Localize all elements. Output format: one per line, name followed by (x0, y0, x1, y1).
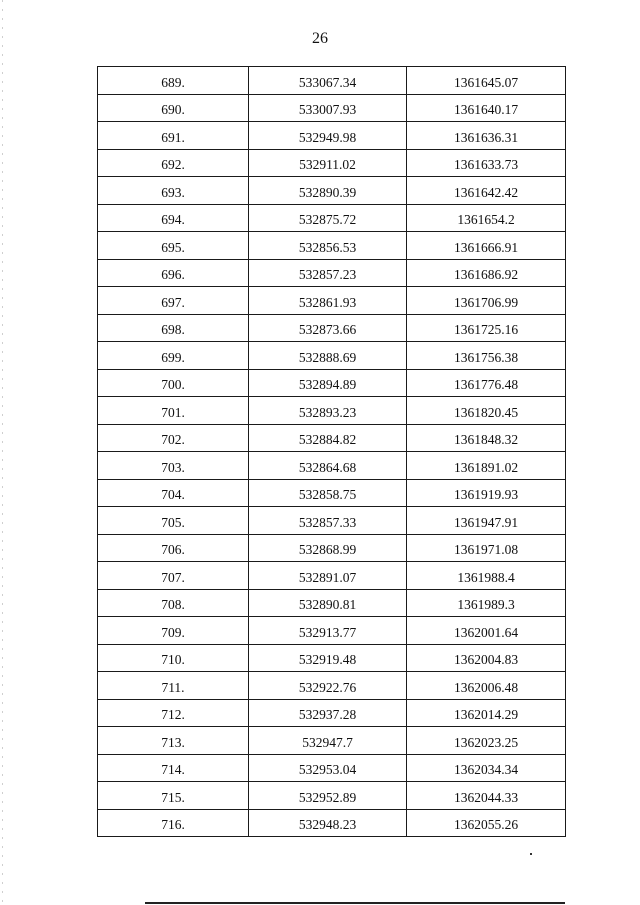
x-coordinate-cell (249, 94, 407, 122)
y-coordinate-cell (407, 534, 566, 562)
x-coordinate-cell (249, 149, 407, 177)
point-number-cell-text: 705. (161, 514, 185, 530)
y-coordinate-cell (407, 232, 566, 260)
y-coordinate-cell (407, 67, 566, 95)
table-row (98, 479, 566, 507)
y-coordinate-cell-text: 1361919.93 (453, 487, 519, 502)
x-coordinate-cell (249, 177, 407, 205)
point-number-cell (98, 314, 249, 342)
point-number-cell-text: 690. (161, 102, 185, 117)
y-coordinate-cell-text: 1362044.33 (453, 789, 519, 805)
point-number-cell (98, 67, 249, 95)
y-coordinate-cell (407, 754, 566, 782)
point-number-cell (98, 232, 249, 260)
point-number-cell-text: 696. (161, 267, 185, 282)
y-coordinate-cell (407, 149, 566, 177)
point-number-cell-text: 698. (161, 322, 185, 337)
point-number-cell (98, 177, 249, 205)
point-number-cell-text: 697. (161, 294, 185, 310)
y-coordinate-cell (407, 342, 566, 370)
point-number-cell-text: 711. (161, 679, 185, 695)
table-row (98, 342, 566, 370)
table-row (98, 534, 566, 562)
table-row (98, 452, 566, 480)
x-coordinate-cell (249, 259, 407, 287)
y-coordinate-cell-text: 1361989.3 (457, 597, 515, 612)
x-coordinate-cell (249, 67, 407, 95)
y-coordinate-cell (407, 259, 566, 287)
point-number-cell-text: 709. (161, 624, 185, 640)
point-number-cell (98, 259, 249, 287)
x-coordinate-cell-text: 532894.89 (298, 377, 357, 392)
x-coordinate-cell-text: 532858.75 (298, 487, 357, 502)
table-row (98, 94, 566, 122)
y-coordinate-cell-text: 1361706.99 (453, 294, 519, 310)
y-coordinate-cell (407, 287, 566, 315)
point-number-cell (98, 727, 249, 755)
x-coordinate-cell-text: 532888.69 (298, 349, 357, 365)
point-number-cell-text: 692. (161, 157, 185, 172)
point-number-cell (98, 369, 249, 397)
y-coordinate-cell (407, 644, 566, 672)
table-row (98, 369, 566, 397)
x-coordinate-cell (249, 507, 407, 535)
y-coordinate-cell-text: 1362001.64 (453, 624, 519, 640)
point-number-cell-text: 704. (161, 487, 185, 502)
table-row (98, 177, 566, 205)
y-coordinate-cell (407, 204, 566, 232)
y-coordinate-cell-text: 1362023.25 (453, 734, 519, 750)
y-coordinate-cell-text: 1361891.02 (453, 459, 519, 475)
table-row (98, 424, 566, 452)
point-number-cell (98, 809, 249, 837)
y-coordinate-cell-text: 1361640.17 (453, 102, 519, 117)
x-coordinate-cell-text: 532922.76 (298, 679, 357, 695)
x-coordinate-cell-text: 532864.68 (298, 459, 357, 475)
point-number-cell-text: 694. (161, 212, 185, 227)
point-number-cell (98, 342, 249, 370)
point-number-cell-text: 700. (161, 377, 185, 392)
x-coordinate-cell (249, 809, 407, 837)
table-row (98, 397, 566, 425)
y-coordinate-cell (407, 672, 566, 700)
table-row (98, 259, 566, 287)
point-number-cell (98, 617, 249, 645)
x-coordinate-cell-text: 532948.23 (298, 817, 357, 832)
x-coordinate-cell-text: 532857.23 (298, 267, 357, 282)
x-coordinate-cell-text: 532919.48 (298, 652, 357, 667)
x-coordinate-cell-text: 532891.07 (298, 569, 357, 585)
y-coordinate-cell (407, 397, 566, 425)
point-number-cell (98, 479, 249, 507)
x-coordinate-cell-text: 532873.66 (298, 322, 357, 337)
x-coordinate-cell-text: 532861.93 (298, 294, 357, 310)
point-number-cell-text: 708. (161, 597, 185, 612)
x-coordinate-cell-text: 532890.81 (298, 597, 357, 612)
x-coordinate-cell (249, 452, 407, 480)
table-row (98, 67, 566, 95)
point-number-cell (98, 644, 249, 672)
y-coordinate-cell (407, 479, 566, 507)
x-coordinate-cell (249, 754, 407, 782)
x-coordinate-cell (249, 672, 407, 700)
y-coordinate-cell (407, 94, 566, 122)
y-coordinate-cell (407, 589, 566, 617)
point-number-cell-text: 699. (161, 349, 185, 365)
point-number-cell-text: 714. (161, 762, 185, 777)
x-coordinate-cell-text: 532884.82 (298, 432, 357, 447)
y-coordinate-cell (407, 424, 566, 452)
y-coordinate-cell-text: 1361988.4 (457, 569, 515, 585)
x-coordinate-cell-text: 532857.33 (298, 514, 357, 530)
y-coordinate-cell-text: 1361756.38 (453, 349, 519, 365)
point-number-cell (98, 452, 249, 480)
y-coordinate-cell (407, 452, 566, 480)
x-coordinate-cell-text: 532868.99 (298, 542, 357, 557)
point-number-cell-text: 707. (161, 569, 185, 585)
x-coordinate-cell (249, 534, 407, 562)
y-coordinate-cell-text: 1361686.92 (453, 267, 519, 282)
point-number-cell (98, 424, 249, 452)
x-coordinate-cell (249, 342, 407, 370)
x-coordinate-cell (249, 699, 407, 727)
y-coordinate-cell-text: 1361776.48 (453, 377, 519, 392)
table-row (98, 122, 566, 150)
point-number-cell-text: 713. (161, 734, 185, 750)
x-coordinate-cell (249, 122, 407, 150)
coordinates-table (97, 66, 566, 837)
point-number-cell-text: 715. (161, 789, 185, 805)
x-coordinate-cell (249, 287, 407, 315)
page-number: 26 (312, 30, 328, 47)
y-coordinate-cell (407, 177, 566, 205)
x-coordinate-cell (249, 369, 407, 397)
y-coordinate-cell-text: 1361971.08 (453, 542, 519, 557)
point-number-cell-text: 712. (161, 707, 185, 722)
y-coordinate-cell (407, 727, 566, 755)
y-coordinate-cell (407, 699, 566, 727)
x-coordinate-cell-text: 532856.53 (298, 239, 357, 255)
y-coordinate-cell (407, 809, 566, 837)
y-coordinate-cell (407, 369, 566, 397)
y-coordinate-cell-text: 1361725.16 (453, 322, 519, 337)
y-coordinate-cell (407, 562, 566, 590)
table-row (98, 149, 566, 177)
x-coordinate-cell-text: 532952.89 (298, 789, 357, 805)
point-number-cell (98, 782, 249, 810)
y-coordinate-cell-text: 1361633.73 (453, 157, 519, 172)
point-number-cell (98, 94, 249, 122)
point-number-cell-text: 701. (161, 404, 185, 420)
x-coordinate-cell-text: 532937.28 (298, 707, 357, 722)
point-number-cell-text: 695. (161, 239, 185, 255)
x-coordinate-cell-text: 532875.72 (298, 212, 357, 227)
x-coordinate-cell (249, 562, 407, 590)
x-coordinate-cell-text: 532953.04 (298, 762, 357, 777)
y-coordinate-cell (407, 507, 566, 535)
point-number-cell (98, 699, 249, 727)
y-coordinate-cell-text: 1362034.34 (453, 762, 519, 777)
x-coordinate-cell (249, 204, 407, 232)
table-row (98, 314, 566, 342)
x-coordinate-cell-text: 532947.7 (302, 734, 353, 750)
x-coordinate-cell (249, 617, 407, 645)
x-coordinate-cell-text: 532911.02 (299, 157, 356, 172)
table-row (98, 617, 566, 645)
point-number-cell (98, 287, 249, 315)
table-row (98, 507, 566, 535)
point-number-cell-text: 706. (161, 542, 185, 557)
y-coordinate-cell (407, 122, 566, 150)
table-row (98, 204, 566, 232)
x-coordinate-cell (249, 644, 407, 672)
y-coordinate-cell-text: 1361642.42 (453, 184, 519, 200)
table-row (98, 754, 566, 782)
table-row (98, 672, 566, 700)
table-row (98, 644, 566, 672)
y-coordinate-cell-text: 1361636.31 (453, 129, 519, 145)
table-row (98, 287, 566, 315)
table-row (98, 589, 566, 617)
point-number-cell (98, 754, 249, 782)
point-number-cell (98, 149, 249, 177)
point-number-cell (98, 672, 249, 700)
x-coordinate-cell (249, 232, 407, 260)
y-coordinate-cell-text: 1362014.29 (453, 707, 519, 722)
x-coordinate-cell (249, 314, 407, 342)
x-coordinate-cell-text: 533007.93 (298, 102, 357, 117)
point-number-cell-text: 716. (161, 817, 185, 832)
y-coordinate-cell-text: 1361848.32 (453, 432, 519, 447)
x-coordinate-cell (249, 424, 407, 452)
x-coordinate-cell (249, 397, 407, 425)
scan-edge-marks (2, 0, 3, 905)
point-number-cell-text: 689. (161, 74, 185, 90)
y-coordinate-cell-text: 1361654.2 (457, 212, 515, 227)
table-row (98, 232, 566, 260)
point-number-cell (98, 589, 249, 617)
x-coordinate-cell-text: 532913.77 (298, 624, 357, 640)
point-number-cell-text: 691. (161, 129, 185, 145)
y-coordinate-cell-text: 1361820.45 (453, 404, 519, 420)
x-coordinate-cell (249, 479, 407, 507)
table-row (98, 699, 566, 727)
point-number-cell-text: 710. (161, 652, 185, 667)
y-coordinate-cell-text: 1362004.83 (453, 652, 519, 667)
point-number-cell (98, 397, 249, 425)
x-coordinate-cell (249, 782, 407, 810)
table-row (98, 809, 566, 837)
table-row (98, 562, 566, 590)
x-coordinate-cell-text: 532949.98 (298, 129, 357, 145)
y-coordinate-cell (407, 314, 566, 342)
x-coordinate-cell-text: 532890.39 (298, 184, 357, 200)
y-coordinate-cell-text: 1361645.07 (453, 74, 519, 90)
x-coordinate-cell (249, 727, 407, 755)
scan-speck (530, 853, 532, 855)
point-number-cell (98, 534, 249, 562)
point-number-cell (98, 204, 249, 232)
point-number-cell-text: 693. (161, 184, 185, 200)
y-coordinate-cell (407, 782, 566, 810)
point-number-cell (98, 122, 249, 150)
x-coordinate-cell (249, 589, 407, 617)
y-coordinate-cell (407, 617, 566, 645)
x-coordinate-cell-text: 532893.23 (298, 404, 357, 420)
bottom-rule (145, 902, 565, 904)
point-number-cell-text: 702. (161, 432, 185, 447)
y-coordinate-cell-text: 1362006.48 (453, 679, 519, 695)
y-coordinate-cell-text: 1361947.91 (453, 514, 519, 530)
table-row (98, 782, 566, 810)
point-number-cell (98, 562, 249, 590)
point-number-cell (98, 507, 249, 535)
point-number-cell-text: 703. (161, 459, 185, 475)
y-coordinate-cell-text: 1362055.26 (453, 817, 519, 832)
coordinates-table-body (98, 67, 566, 837)
y-coordinate-cell-text: 1361666.91 (453, 239, 519, 255)
table-row (98, 727, 566, 755)
x-coordinate-cell-text: 533067.34 (298, 74, 357, 90)
